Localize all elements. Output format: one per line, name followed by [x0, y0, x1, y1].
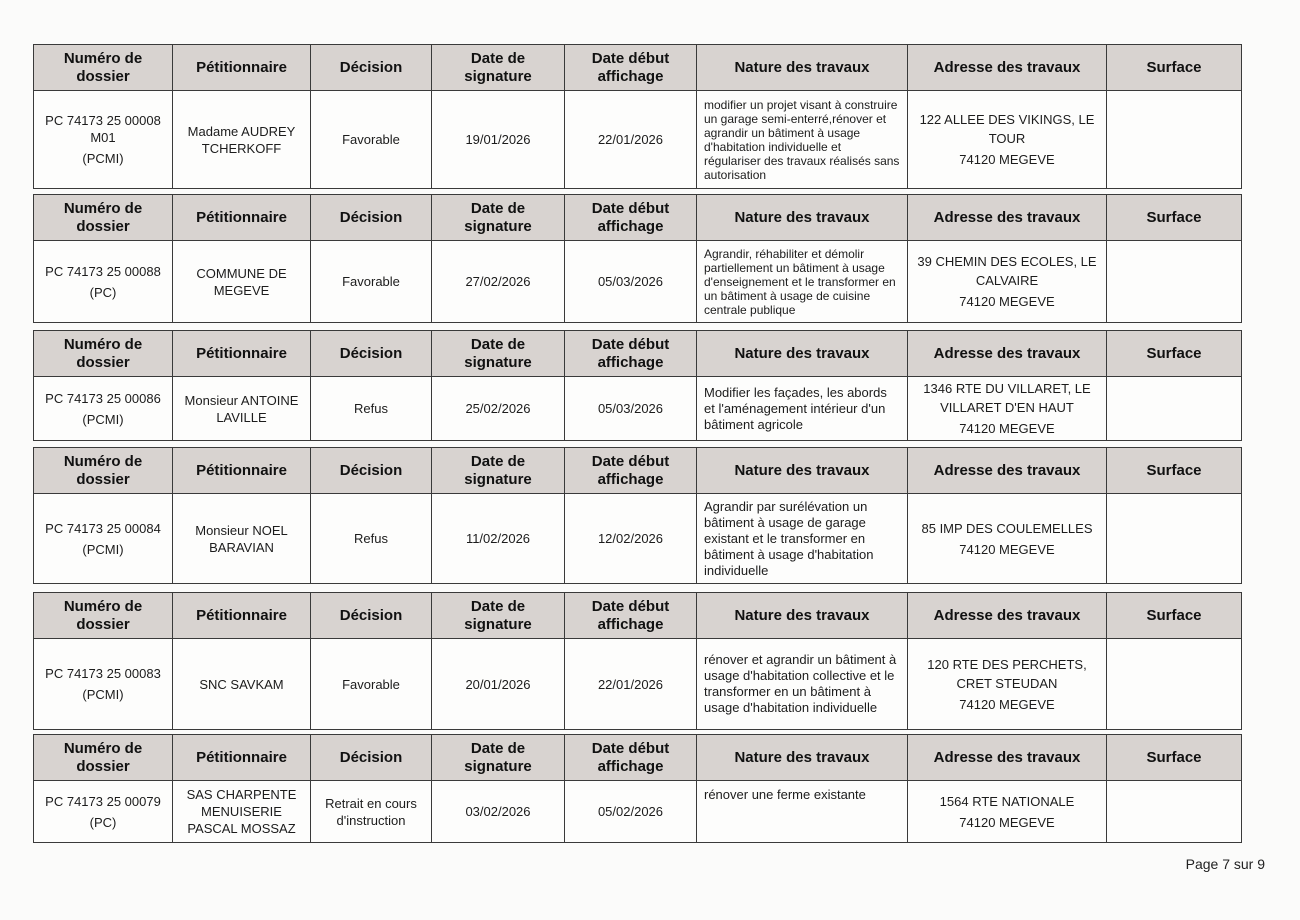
table-row [34, 91, 1242, 189]
decision-cell: Favorable [311, 91, 432, 189]
page-number: Page 7 sur 9 [1185, 856, 1265, 872]
dossier-cell [34, 494, 173, 584]
surface-cell [1107, 91, 1242, 189]
header-date-signature: Date de signature [432, 448, 565, 494]
adresse-cell [908, 241, 1107, 323]
permit-table-4 [33, 447, 1242, 584]
adresse-street: 122 ALLEE DES VIKINGS, LE TOUR [919, 112, 1095, 146]
header-date-affichage: Date début affichage [565, 448, 697, 494]
header-adresse: Adresse des travaux [908, 593, 1107, 639]
header-petitionnaire: Pétitionnaire [173, 195, 311, 241]
header-date-affichage: Date début affichage [565, 45, 697, 91]
decision-cell: Refus [311, 494, 432, 584]
permit-table-5 [33, 592, 1242, 730]
date-affichage-cell: 22/01/2026 [565, 639, 697, 730]
petitionnaire-cell: Madame AUDREY TCHERKOFF [173, 91, 311, 189]
permit-table-2 [33, 194, 1242, 323]
dossier-type: (PCMI) [82, 541, 124, 557]
header-dossier: Numéro de dossier [34, 448, 173, 494]
adresse-ville: 74120 MEGEVE [959, 421, 1055, 436]
dossier-cell [34, 639, 173, 730]
table-header-row [34, 45, 1242, 91]
adresse-street: 1346 RTE DU VILLARET, LE VILLARET D'EN HAUT [923, 381, 1091, 415]
permit-table-1 [33, 44, 1242, 189]
surface-cell [1107, 377, 1242, 441]
date-signature-cell: 11/02/2026 [432, 494, 565, 584]
table-row [34, 781, 1242, 843]
date-affichage-cell: 05/02/2026 [565, 781, 697, 843]
date-affichage-cell: 05/03/2026 [565, 377, 697, 441]
header-date-affichage: Date début affichage [565, 593, 697, 639]
header-petitionnaire: Pétitionnaire [173, 448, 311, 494]
date-affichage-cell: 05/03/2026 [565, 241, 697, 323]
table-row [34, 241, 1242, 323]
header-decision: Décision [311, 45, 432, 91]
surface-cell [1107, 241, 1242, 323]
permit-table-6 [33, 734, 1242, 843]
dossier-number: PC 74173 25 00079 [45, 793, 161, 809]
dossier-cell [34, 91, 173, 189]
nature-cell: Agrandir, réhabiliter et démolir partiellement un bâtiment à usage d'enseignement et le transformer en un bâtiment à usage de cuisine centrale publique [697, 241, 908, 323]
table-row [34, 639, 1242, 730]
header-adresse: Adresse des travaux [908, 45, 1107, 91]
date-affichage-cell: 12/02/2026 [565, 494, 697, 584]
header-decision: Décision [311, 735, 432, 781]
surface-cell [1107, 781, 1242, 843]
table-header-row [34, 735, 1242, 781]
petitionnaire-cell: Monsieur NOEL BARAVIAN [173, 494, 311, 584]
petitionnaire-cell: Monsieur ANTOINE LAVILLE [173, 377, 311, 441]
header-nature: Nature des travaux [697, 45, 908, 91]
surface-cell [1107, 639, 1242, 730]
permit-table-3 [33, 330, 1242, 441]
adresse-ville: 74120 MEGEVE [959, 152, 1055, 167]
header-nature: Nature des travaux [697, 448, 908, 494]
adresse-cell [908, 781, 1107, 843]
header-petitionnaire: Pétitionnaire [173, 593, 311, 639]
header-nature: Nature des travaux [697, 735, 908, 781]
header-date-signature: Date de signature [432, 331, 565, 377]
adresse-cell [908, 494, 1107, 584]
header-date-affichage: Date début affichage [565, 195, 697, 241]
header-surface: Surface [1107, 735, 1242, 781]
decision-cell: Retrait en cours d'instruction [311, 781, 432, 843]
header-petitionnaire: Pétitionnaire [173, 45, 311, 91]
table-header-row [34, 195, 1242, 241]
nature-cell: rénover et agrandir un bâtiment à usage d'habitation collective et le transformer en un bâtiment à usage d'habitation individuelle [697, 639, 908, 730]
header-decision: Décision [311, 331, 432, 377]
date-signature-cell: 27/02/2026 [432, 241, 565, 323]
adresse-cell [908, 91, 1107, 189]
header-dossier: Numéro de dossier [34, 735, 173, 781]
adresse-cell [908, 639, 1107, 730]
nature-cell: Agrandir par surélévation un bâtiment à usage de garage existant et le transformer en bâtiment à usage d'habitation individuelle [697, 494, 908, 584]
decision-cell: Favorable [311, 639, 432, 730]
dossier-type: (PC) [89, 284, 117, 300]
header-surface: Surface [1107, 448, 1242, 494]
date-signature-cell: 19/01/2026 [432, 91, 565, 189]
dossier-type: (PC) [89, 814, 117, 830]
header-surface: Surface [1107, 331, 1242, 377]
header-adresse: Adresse des travaux [908, 448, 1107, 494]
header-decision: Décision [311, 593, 432, 639]
petitionnaire-cell: COMMUNE DE MEGEVE [173, 241, 311, 323]
dossier-cell [34, 377, 173, 441]
table-row [34, 494, 1242, 584]
adresse-cell [908, 377, 1107, 441]
dossier-number: PC 74173 25 00088 [45, 263, 161, 279]
decision-cell: Favorable [311, 241, 432, 323]
header-date-signature: Date de signature [432, 593, 565, 639]
adresse-street: 1564 RTE NATIONALE [939, 793, 1075, 809]
header-date-affichage: Date début affichage [565, 735, 697, 781]
header-dossier: Numéro de dossier [34, 45, 173, 91]
adresse-street: 39 CHEMIN DES ECOLES, LE CALVAIRE [917, 254, 1097, 288]
table-row [34, 377, 1242, 441]
adresse-ville: 74120 MEGEVE [959, 541, 1055, 557]
header-adresse: Adresse des travaux [908, 735, 1107, 781]
header-nature: Nature des travaux [697, 195, 908, 241]
header-adresse: Adresse des travaux [908, 331, 1107, 377]
header-decision: Décision [311, 448, 432, 494]
header-date-signature: Date de signature [432, 45, 565, 91]
dossier-number: PC 74173 25 00084 [45, 520, 161, 536]
header-dossier: Numéro de dossier [34, 331, 173, 377]
header-surface: Surface [1107, 593, 1242, 639]
adresse-ville: 74120 MEGEVE [959, 294, 1055, 309]
header-nature: Nature des travaux [697, 593, 908, 639]
adresse-street: 120 RTE DES PERCHETS, CRET STEUDAN [927, 656, 1087, 691]
table-header-row [34, 331, 1242, 377]
adresse-ville: 74120 MEGEVE [959, 696, 1055, 712]
dossier-number: PC 74173 25 00086 [45, 390, 161, 406]
decision-cell: Refus [311, 377, 432, 441]
header-decision: Décision [311, 195, 432, 241]
dossier-type: (PCMI) [82, 151, 124, 166]
dossier-cell [34, 781, 173, 843]
dossier-type: (PCMI) [82, 411, 124, 427]
adresse-ville: 74120 MEGEVE [959, 814, 1055, 830]
nature-cell: rénover une ferme existante [697, 781, 908, 843]
table-header-row [34, 448, 1242, 494]
petitionnaire-cell: SAS CHARPENTE MENUISERIE PASCAL MOSSAZ [173, 781, 311, 843]
header-adresse: Adresse des travaux [908, 195, 1107, 241]
date-affichage-cell: 22/01/2026 [565, 91, 697, 189]
header-dossier: Numéro de dossier [34, 593, 173, 639]
header-nature: Nature des travaux [697, 331, 908, 377]
date-signature-cell: 25/02/2026 [432, 377, 565, 441]
header-petitionnaire: Pétitionnaire [173, 735, 311, 781]
header-dossier: Numéro de dossier [34, 195, 173, 241]
dossier-number: PC 74173 25 00008 M01 [45, 113, 161, 145]
dossier-number: PC 74173 25 00083 [45, 666, 161, 681]
header-date-affichage: Date début affichage [565, 331, 697, 377]
dossier-type: (PCMI) [82, 687, 124, 702]
header-date-signature: Date de signature [432, 195, 565, 241]
date-signature-cell: 20/01/2026 [432, 639, 565, 730]
date-signature-cell: 03/02/2026 [432, 781, 565, 843]
header-surface: Surface [1107, 195, 1242, 241]
nature-cell: modifier un projet visant à construire un garage semi-enterré,rénover et agrandir un bâtiment à usage d'habitation individuelle et régulariser des travaux réalisés sans autorisation [697, 91, 908, 189]
header-date-signature: Date de signature [432, 735, 565, 781]
header-surface: Surface [1107, 45, 1242, 91]
surface-cell [1107, 494, 1242, 584]
table-header-row [34, 593, 1242, 639]
petitionnaire-cell: SNC SAVKAM [173, 639, 311, 730]
nature-cell: Modifier les façades, les abords et l'aménagement intérieur d'un bâtiment agricole [697, 377, 908, 441]
header-petitionnaire: Pétitionnaire [173, 331, 311, 377]
adresse-street: 85 IMP DES COULEMELLES [921, 520, 1093, 536]
dossier-cell [34, 241, 173, 323]
